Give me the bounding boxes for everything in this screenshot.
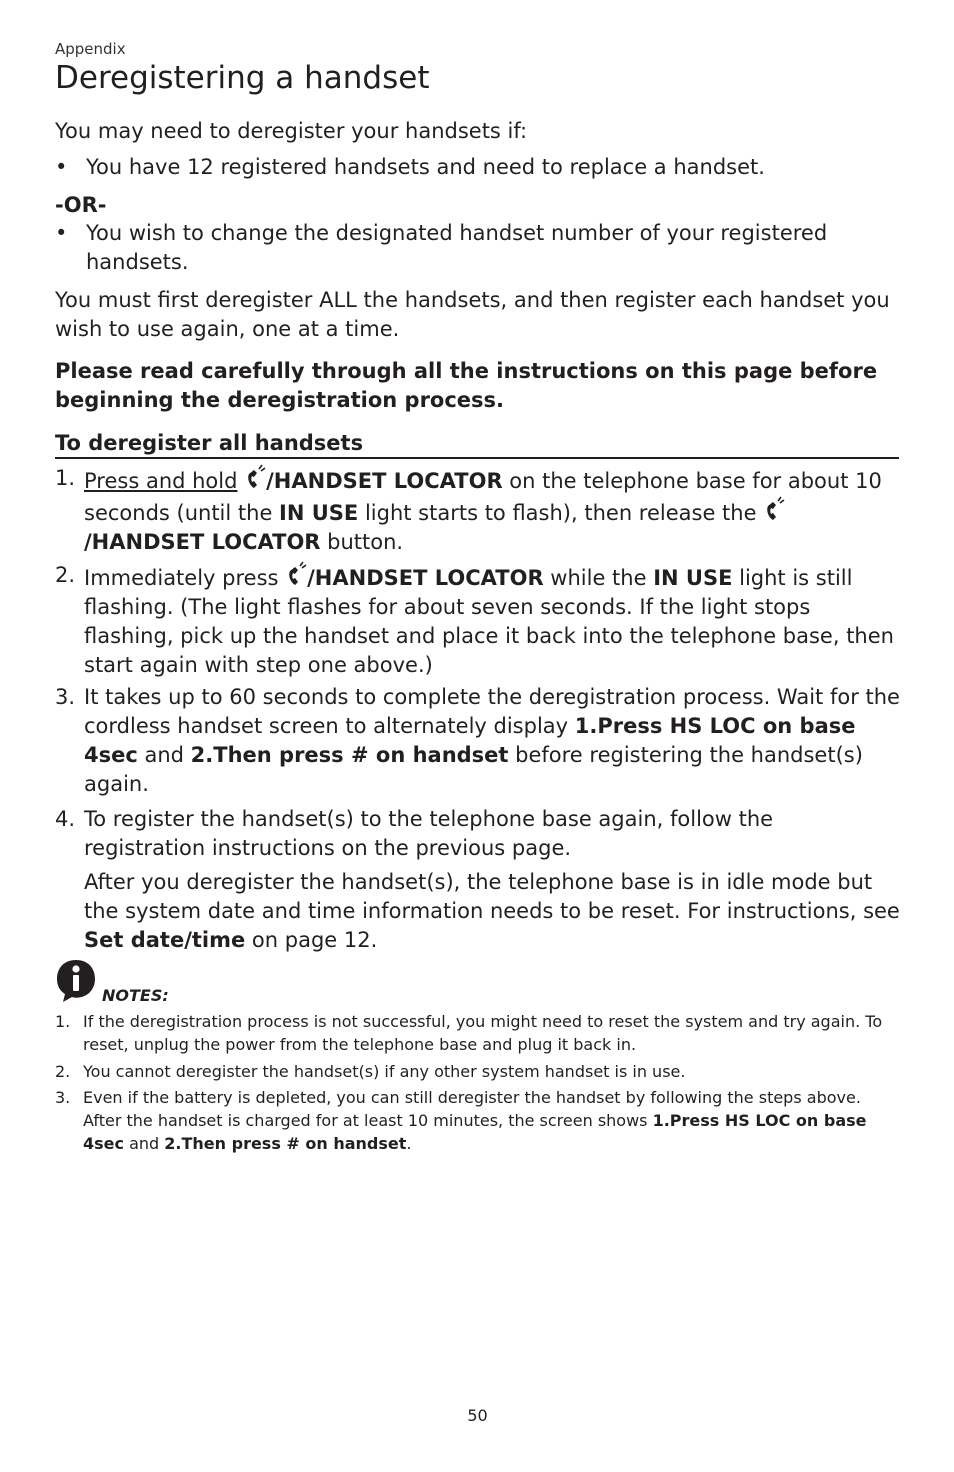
step-followup-paragraph xyxy=(55,868,900,955)
step-text: After you deregister the handset(s), the telephone base is in idle mode but the system date and time information needs to be reset. For instructions, see xyxy=(84,870,900,923)
step-keyword: IN USE xyxy=(279,501,359,525)
step-text: button. xyxy=(320,530,404,554)
step-keyword: /HANDSET LOCATOR xyxy=(84,530,321,554)
note-text: You cannot deregister the handset(s) if any other system handset is in use. xyxy=(83,1062,686,1081)
step-keyword: 1.Press HS LOC on base 4sec xyxy=(84,714,856,767)
intro-text: You may need to deregister your handsets if: xyxy=(55,119,528,143)
note-text: . xyxy=(406,1134,412,1153)
step-text: before registering the handset(s) again. xyxy=(84,743,863,796)
bullet-icon: • xyxy=(55,221,68,245)
note-keyword: 2.Then press # on handset xyxy=(164,1134,407,1153)
step-keyword: IN USE xyxy=(653,566,733,590)
step-keyword: /HANDSET LOCATOR xyxy=(266,469,503,493)
warning-text: Please read carefully through all the instructions on this page before beginning the deregistration process. xyxy=(55,359,878,412)
step-item xyxy=(55,683,900,799)
step-item xyxy=(55,464,900,557)
bullet-item xyxy=(55,153,900,182)
step-text: light is still flashing. (The light flashes for about seven seconds. If the light stops flashing, pick up the handset and place it back into the telephone base, then start again with step one above.) xyxy=(84,566,894,677)
step-keyword: 2.Then press # on handset xyxy=(190,743,509,767)
step-number: 1. xyxy=(55,466,76,490)
cross-reference: Set date/time xyxy=(84,928,246,952)
step-text: Immediately press xyxy=(84,566,286,590)
page-number: 50 xyxy=(467,1406,488,1425)
step-text: To register the handset(s) to the telephone base again, follow the registration instructions on the previous page. xyxy=(84,807,774,860)
step-number: 4. xyxy=(55,807,76,831)
step-text: Press and hold xyxy=(84,469,238,493)
note-item xyxy=(55,1010,900,1056)
instruction-paragraph: You must first deregister ALL the handsets, and then register each handset you wish to use again, one at a time. xyxy=(55,288,890,341)
or-separator: -OR- xyxy=(55,193,107,217)
step-text: on page 12. xyxy=(245,928,378,952)
notes-label: NOTES: xyxy=(102,986,169,1005)
note-keyword: 1.Press HS LOC on base 4sec xyxy=(83,1111,867,1153)
step-item xyxy=(55,805,900,863)
section-label: Appendix xyxy=(55,40,126,58)
step-text: It takes up to 60 seconds to complete the deregistration process. Wait for the cordless handset screen to alternately display xyxy=(84,685,900,738)
handset-locator-icon xyxy=(763,501,785,525)
step-text: while the xyxy=(543,566,654,590)
note-number: 1. xyxy=(55,1012,71,1031)
bullet-item xyxy=(55,219,900,277)
note-number: 3. xyxy=(55,1088,71,1107)
bullet-text: You have 12 registered handsets and need to replace a handset. xyxy=(86,155,765,179)
step-text: and xyxy=(137,743,191,767)
bullet-text: You wish to change the designated handset number of your registered handsets. xyxy=(86,221,828,274)
step-text: light starts to flash), then release the xyxy=(358,501,764,525)
step-number: 3. xyxy=(55,685,76,709)
step-number: 2. xyxy=(55,563,76,587)
note-text: Even if the battery is depleted, you can still deregister the handset by following the steps above. After the handset is charged for at least 10 minutes, the screen shows xyxy=(83,1088,861,1130)
procedure-heading: To deregister all handsets xyxy=(55,430,899,459)
note-item xyxy=(55,1060,900,1083)
info-icon xyxy=(55,958,101,1004)
handset-locator-icon xyxy=(244,469,266,493)
step-text: on the telephone base for about 10 seconds (until the xyxy=(84,469,882,525)
note-item xyxy=(55,1086,900,1155)
note-text: and xyxy=(124,1134,165,1153)
bullet-icon: • xyxy=(55,155,68,179)
note-number: 2. xyxy=(55,1062,71,1081)
step-item xyxy=(55,561,900,680)
handset-locator-icon xyxy=(285,566,307,590)
note-text: If the deregistration process is not successful, you might need to reset the system and try again. To reset, unplug the power from the telephone base and plug it back in. xyxy=(83,1012,883,1054)
page-title: Deregistering a handset xyxy=(55,60,430,96)
step-keyword: /HANDSET LOCATOR xyxy=(307,566,544,590)
